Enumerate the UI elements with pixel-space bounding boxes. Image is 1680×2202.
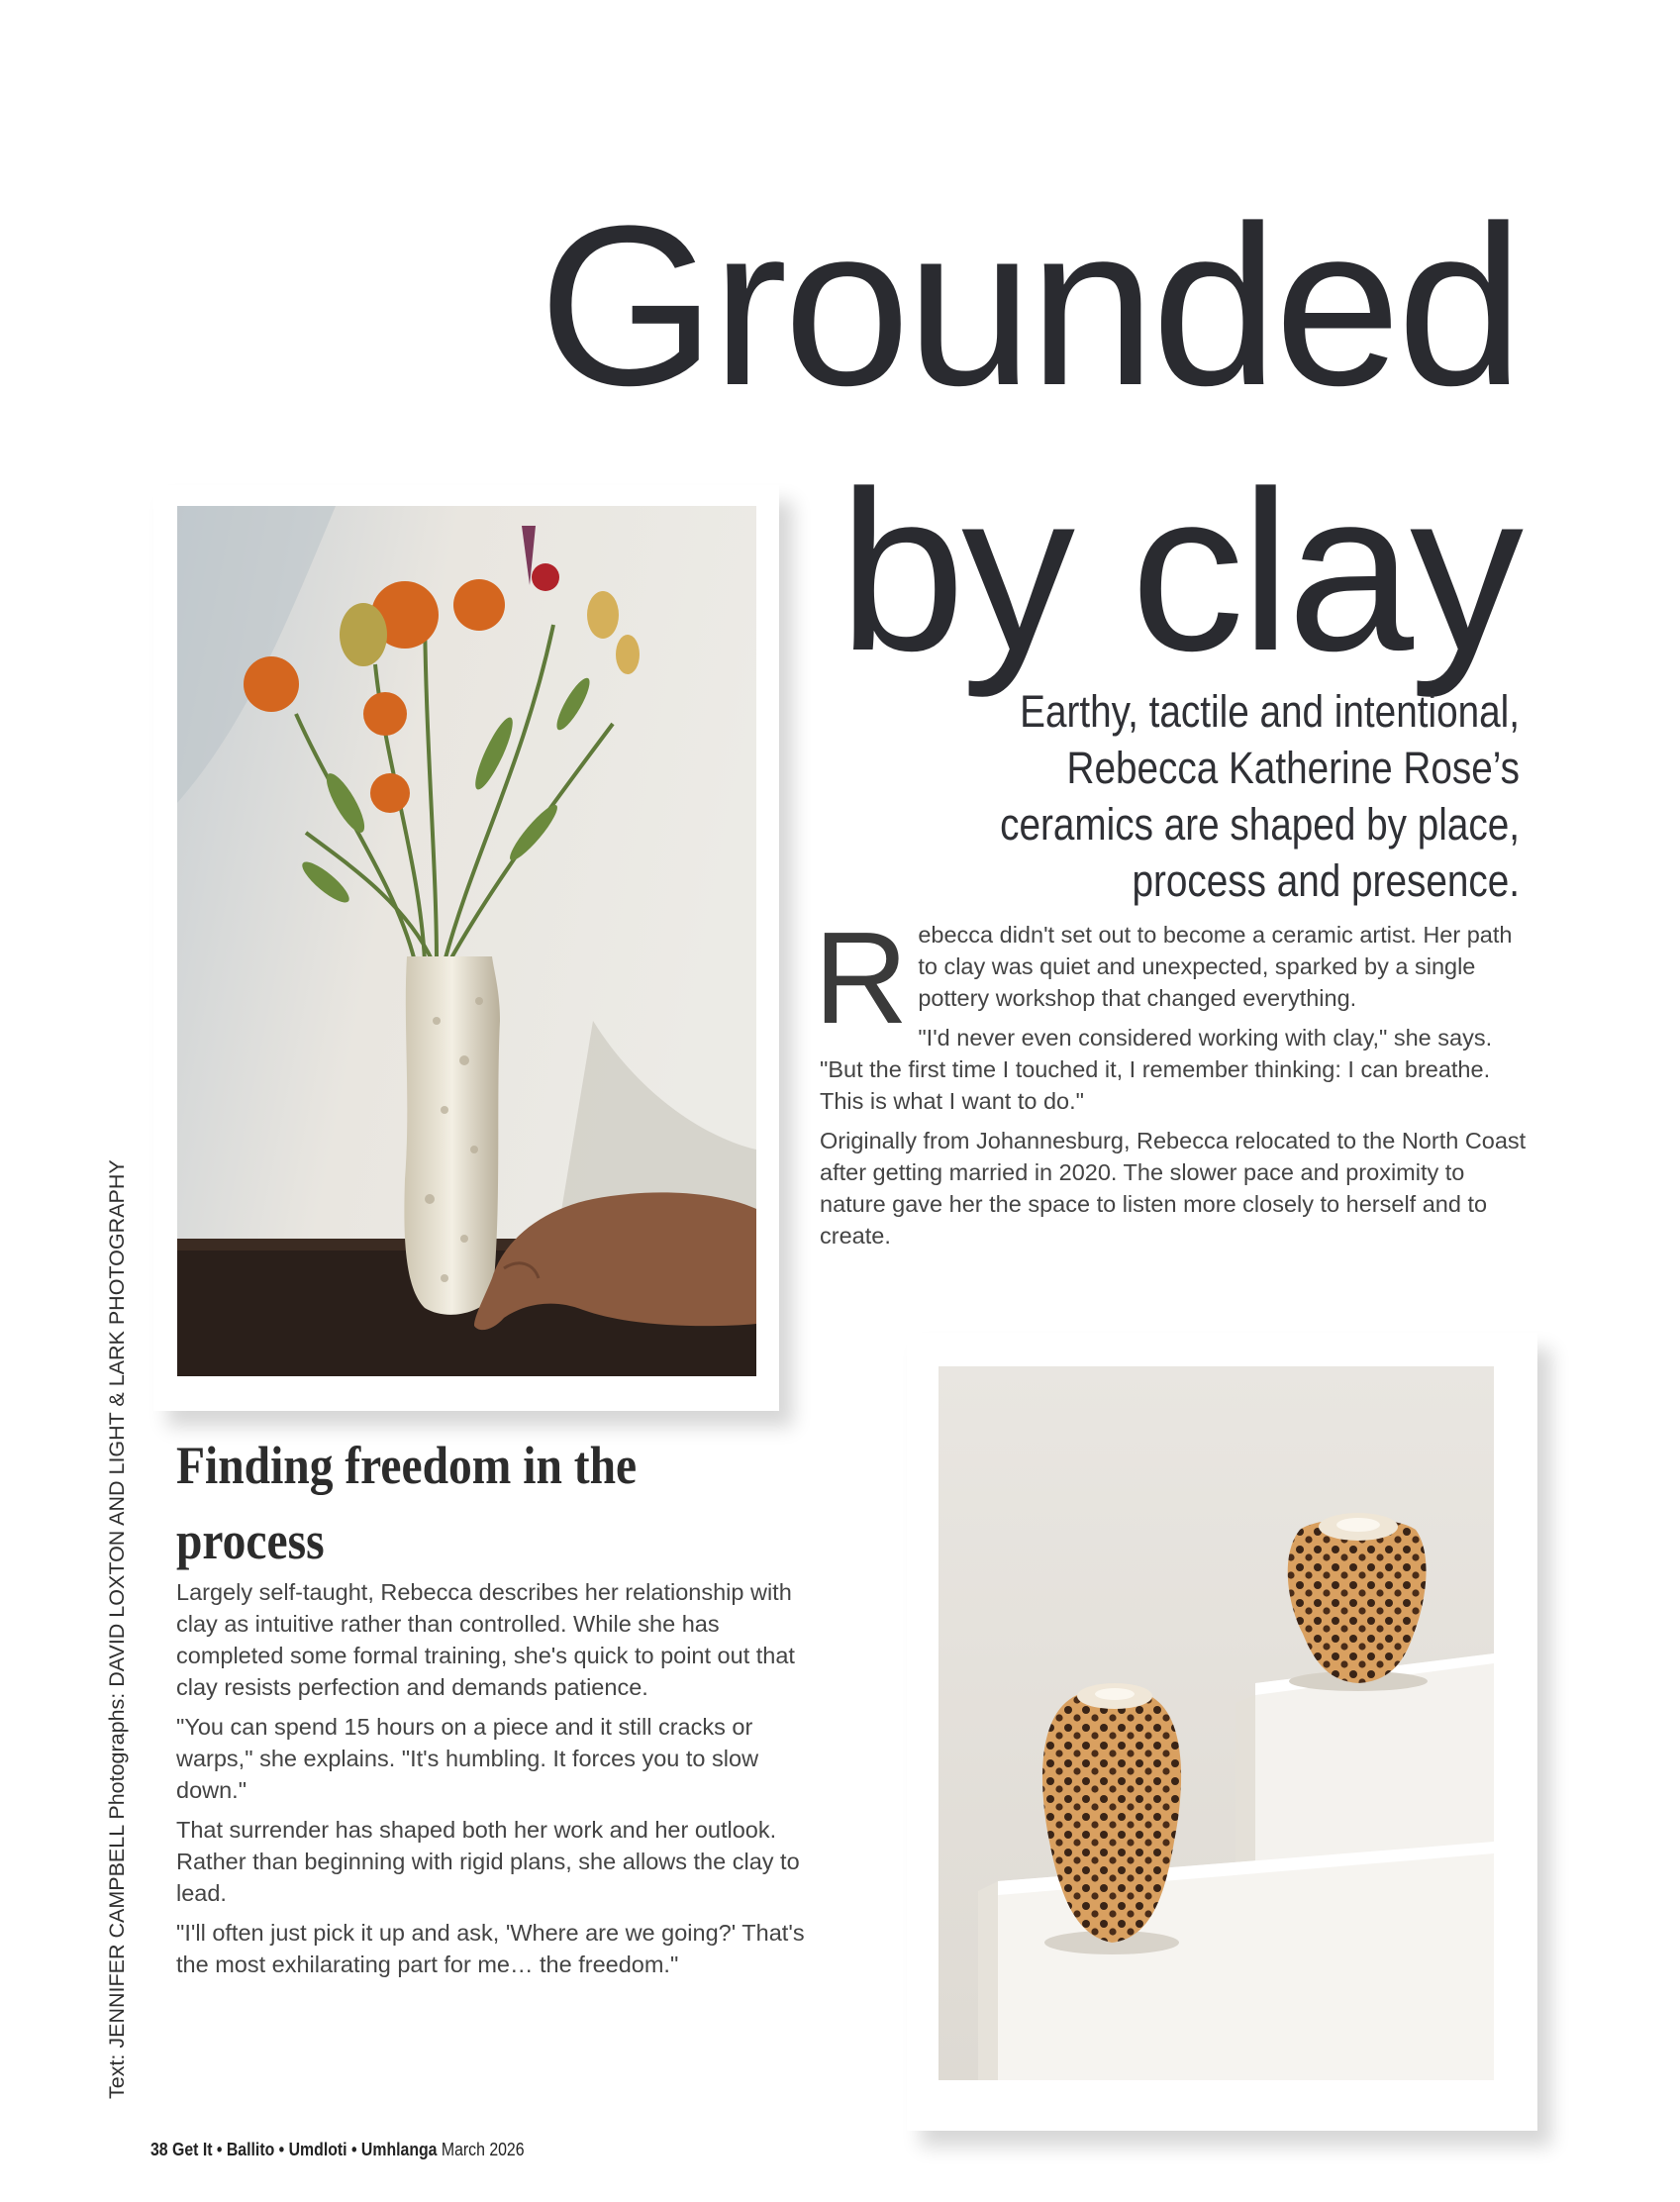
intro-paragraph-2: "I'd never even considered working with clay," she says. "But the first time I touched it, I remember thinking: I can breathe. This is what I want to do." <box>820 1025 1493 1114</box>
section-paragraph-1: Largely self-taught, Rebecca describes her relationship with clay as intuitive rather than controlled. While she has completed some formal training, she's quick to point out that clay resists perfection and demands patience. <box>176 1579 795 1700</box>
section-paragraph-2: "You can spend 15 hours on a piece and it still cracks or warps," she explains. "It's humbling. It forces you to slow down." <box>176 1714 759 1803</box>
issue-date: March 2026 <box>441 2140 525 2159</box>
spotted-vases-photo <box>939 1366 1494 2080</box>
intro-paragraph-3: Originally from Johannesburg, Rebecca relocated to the North Coast after getting married in 2020. The slower pace and proximity to nature gave her the space to listen more closely to herself and to create. <box>820 1128 1527 1249</box>
flower-vase-photo-frame <box>153 485 779 1411</box>
title-line-2: by clay <box>839 444 1520 698</box>
section-paragraph-4: "I'll often just pick it up and ask, 'Where are we going?' That's the most exhilarating part for me… the freedom." <box>176 1920 805 1977</box>
intro-paragraph-1-text: ebecca didn't set out to become a ceramic artist. Her path to clay was quiet and unexpected, sparked by a single pottery workshop that changed everything. <box>918 922 1513 1011</box>
publication-name: Get It • Ballito • Umdloti • Umhlanga <box>172 2140 438 2159</box>
page-folio <box>150 2140 525 2160</box>
section-paragraph-3: That surrender has shaped both her work and her outlook. Rather than beginning with rigid plans, she allows the clay to lead. <box>176 1817 800 1906</box>
intro-paragraph-1 <box>814 905 1532 1051</box>
drop-cap: R <box>814 905 909 1051</box>
page-number: 38 <box>150 2140 168 2159</box>
intro-column <box>814 905 1532 1259</box>
title-line-1: Grounded <box>539 178 1520 433</box>
spotted-vases-photo-frame <box>907 1333 1537 2131</box>
standfirst: Earthy, tactile and intentional, Rebecca Katherine Rose’s ceramics are shaped by place, process and presence. <box>1000 686 1520 906</box>
section-body <box>176 1576 810 1988</box>
section-heading: Finding freedom in the process <box>176 1436 638 1570</box>
flower-vase-photo <box>177 506 756 1376</box>
photo-credit: Text: JENNIFER CAMPBELL Photographs: DAVID LOXTON AND LIGHT & LARK PHOTOGRAPHY <box>105 1159 129 2099</box>
